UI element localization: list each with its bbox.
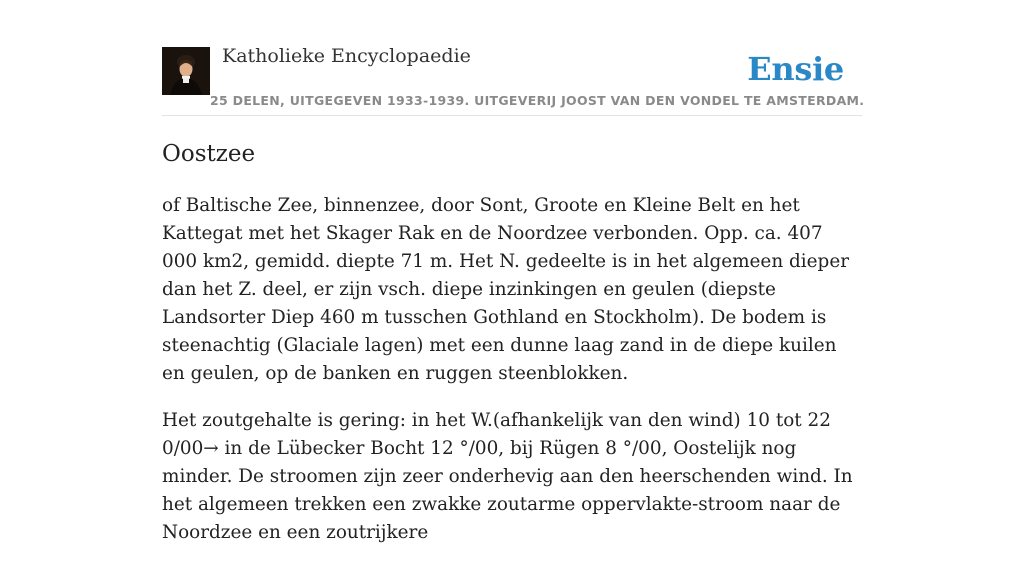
site-subtitle: 25 DELEN, UITGEGEVEN 1933-1939. UITGEVERIJ JOOST VAN DEN VONDEL TE AMSTERDAM. [210,93,865,108]
entry-paragraph-1: of Baltische Zee, binnenzee, door Sont, Groote en Kleine Belt en het Kattegat met het Skager Rak en de Noordzee verbonden. Opp. ca. 407 000 km2, gemidd. diepte 71 m. Het N. gedeelte is in het algemeen dieper dan het Z. deel, er zijn vsch. diepe inzinkingen en geulen (diepste Landsorter Diep 460 m tusschen Gothland en Stockholm). De bodem is steenachtig (Glaciale lagen) met een dunne laag zand in de diepe kuilen en geulen, op de banken en ruggen steenblokken. [162,195,849,384]
page [162,0,865,543]
site-header [162,0,865,116]
ensie-logo-link[interactable]: Ensie [747,50,844,88]
site-title-link[interactable]: Katholieke Encyclopaedie [222,45,471,67]
entry-body [162,192,862,566]
entry-title: Oostzee [162,141,256,167]
avatar[interactable] [162,47,210,95]
entry-paragraph-2: Het zoutgehalte is gering: in het W.(afhankelijk van den wind) 10 tot 22 0/00→ in de Lübecker Bocht 12 °/00, bij Rügen 8 °/00, Oostelijk nog minder. De stroomen zijn zeer onderhevig aan den heerschenden wind. In het algemeen trekken een zwakke zoutarme oppervlakte-stroom naar de Noordzee en een zoutrijkere [162,410,853,543]
portrait-avatar-icon [162,47,210,95]
